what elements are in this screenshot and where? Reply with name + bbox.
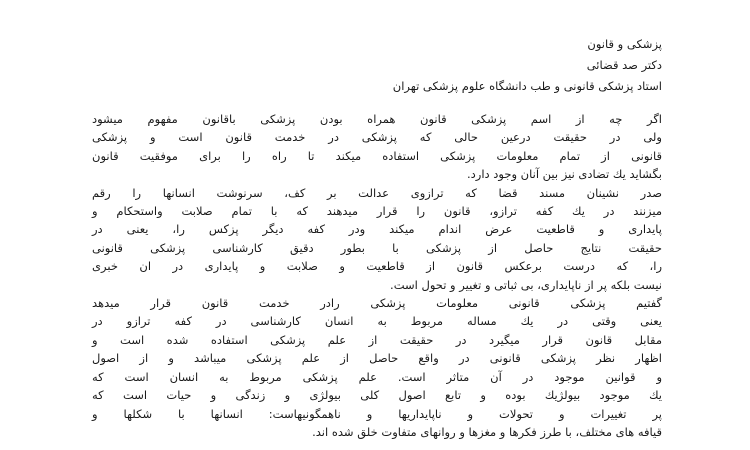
text-line: پایداری و قاطعیت عرض اندام میکند ودر کفه دیگر پزکس را، یعنی در xyxy=(92,222,662,237)
text-line: میزنند در یك کفه ترازو، قانون را قرار میدهند که با تمام صلابت واستحکام و xyxy=(92,204,662,219)
text-line: را، که درست برعکس قانون از قاطعیت و صلابت و پایداری در ان خبری xyxy=(92,259,662,274)
text-line: گفتیم پزشکی قانونی معلومات پزشکی رادر خدمت قانون قرار میدهد xyxy=(92,296,662,311)
text-line: اگر چه از اسم پزشکی قانون همراه بودن پزشکی باقانون مفهوم میشود xyxy=(92,112,662,126)
text-line: حقیقت نتایج حاصل از پزشکی با بطور دقیق کارشناسی پزشکی قانونی xyxy=(92,240,662,255)
paragraph-2 xyxy=(92,184,662,294)
text-line: قانونی از تمام معلومات پزشکی استفاده میکند تا راه را برای موفقیت قانون xyxy=(92,148,662,163)
author-affiliation: استاد پزشکی قانونی و طب دانشگاه علوم پزشکی تهران xyxy=(392,79,662,93)
text-line: بگشاید یك تضادی نیز بین آنان وجود دارد. xyxy=(467,167,662,182)
text-line: نیست بلکه پر از ناپایداری، بی ثباتی و تغییر و تحول است. xyxy=(390,277,662,292)
text-line: اظهار نظر پزشکی قانونی در واقع حاصل از علم پزشکی میباشد و از اصول xyxy=(92,351,662,366)
author-name: دکتر صد قضائی xyxy=(586,58,662,72)
paragraph-3 xyxy=(92,294,662,441)
text-line: مقابل قانون قرار میگیرد در حقیقت از علم پزشکی استفاده شده است و xyxy=(92,332,662,347)
document-header xyxy=(92,34,662,97)
text-line: صدر نشینان مسند قضا که ترازوی عدالت بر کف، سرنوشت انسانها را رقم xyxy=(92,185,662,200)
text-line: و قوانین موجود در آن متاثر است. علم پزشکی مربوط به انسان است که xyxy=(92,369,662,384)
text-line: یك موجود بیولژیك بوده و تابع اصول کلی بیولژی و زندگی و حیات است که xyxy=(92,388,662,403)
text-line: یعنی وقتی در یك مساله مربوط به انسان کارشناسی در کفه ترازو در xyxy=(92,314,662,329)
document-title: پزشکی و قانون xyxy=(587,37,662,51)
document-body xyxy=(92,34,662,441)
text-line: ولی در حقیقت درعین حالی که پزشکی در خدمت قانون است و پزشکی xyxy=(92,130,662,145)
text-line: قیافه های مختلف، با طرز فکرها و مغزها و روانهای متفاوت خلق شده اند. xyxy=(312,424,662,439)
text-line: پر تغییرات و تحولات و ناپایداریها و ناهمگونیهاست: انسانها با شکلها و xyxy=(92,406,662,421)
paragraph-1 xyxy=(92,110,662,184)
